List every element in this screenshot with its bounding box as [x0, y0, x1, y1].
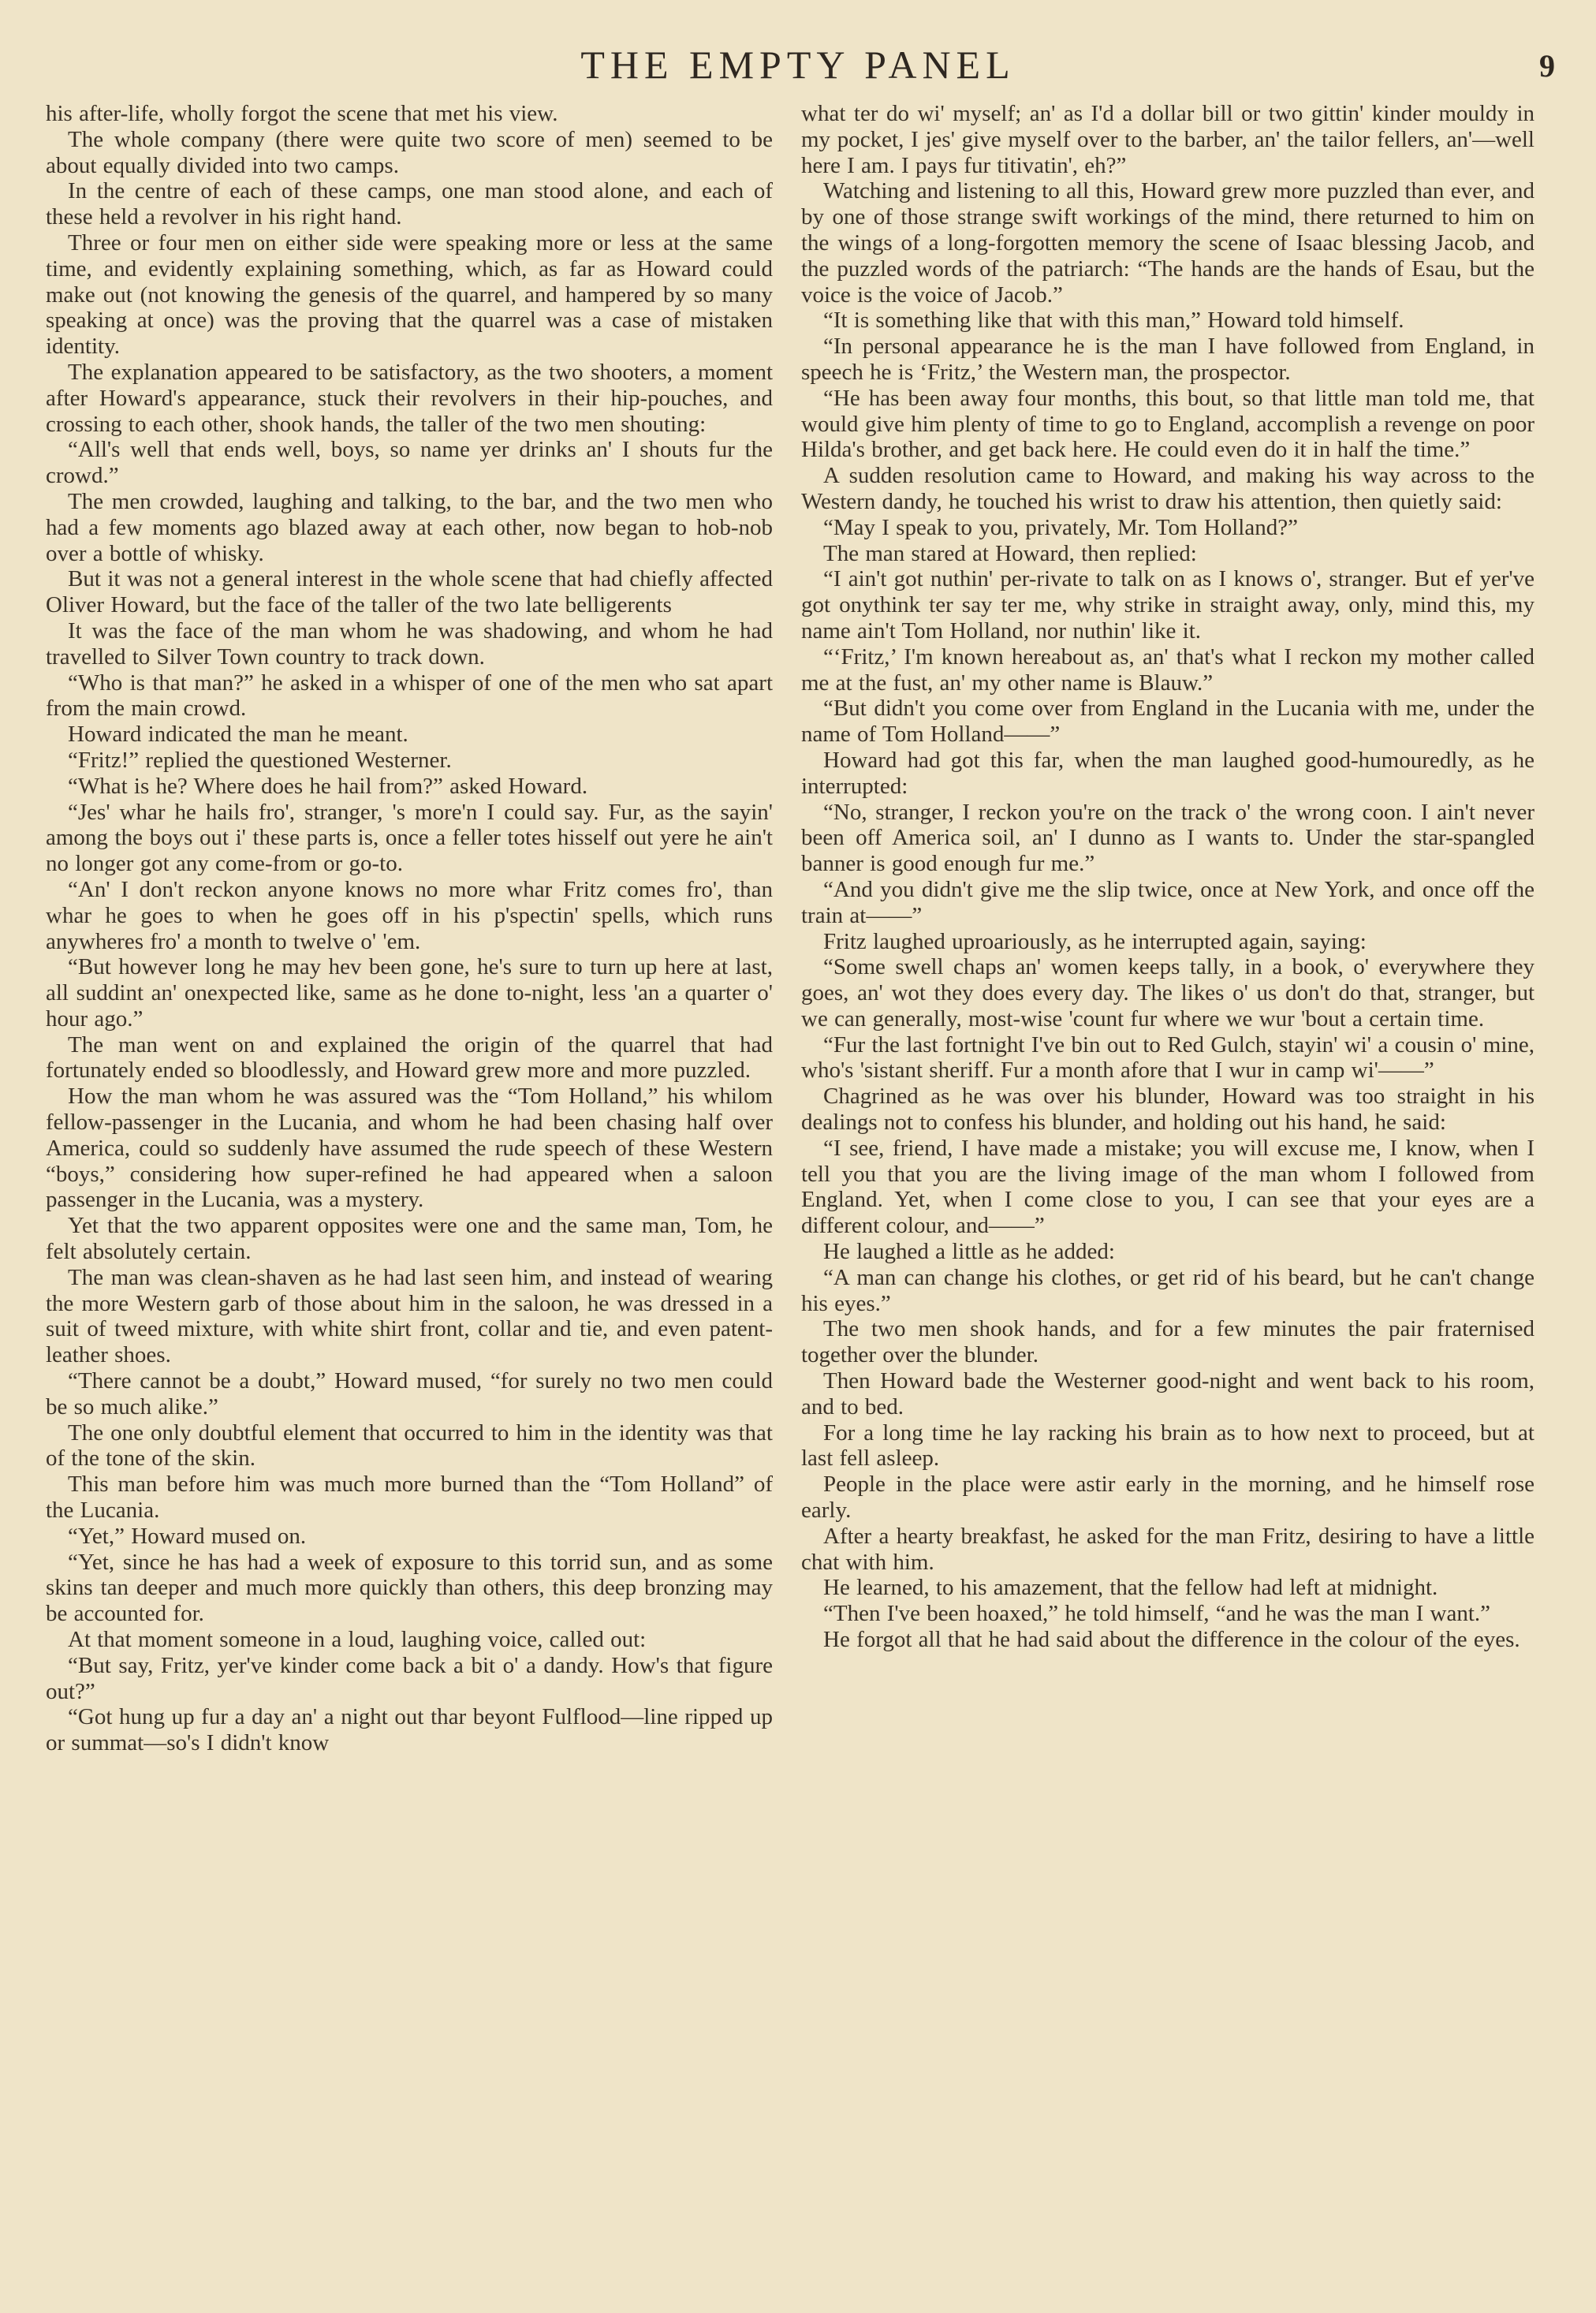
page-header: [0, 41, 1596, 88]
paragraph: The whole company (there were quite two score of men) seemed to be about equally divided into two camps.: [46, 126, 773, 178]
paragraph: Three or four men on either side were speaking more or less at the same time, and evidently explaining something, which, as far as Howard could make out (not knowing the genesis of the quarrel, and hampered by so many speaking at once) was the proving that the quarrel was a case of mistaken identity.: [46, 229, 773, 360]
paragraph: People in the place were astir early in the morning, and he himself rose early.: [801, 1472, 1534, 1524]
paragraph: “In personal appearance he is the man I have followed from England, in speech he is ‘Fritz,’ the Western man, the prospector.: [801, 334, 1534, 385]
paragraph: “What is he? Where does he hail from?” asked Howard.: [68, 773, 588, 799]
paragraph: “Yet, since he has had a week of exposure to this torrid sun, and as some skins tan deeper and much more quickly than others, this deep bronzing may be accounted for.: [46, 1549, 773, 1627]
paragraph: The men crowded, laughing and talking, to the bar, and the two men who had a few moments ago blazed away at each other, now began to hob-nob over a bottle of whisky.: [46, 488, 773, 566]
paragraph: The explanation appeared to be satisfactory, as the two shooters, a moment after Howard's appearance, stuck their revolvers in their hip-pouches, and crossing to each other, shook hands, the taller of the two men shouting:: [46, 359, 773, 437]
paragraph: Chagrined as he was over his blunder, Howard was too straight in his dealings not to confess his blunder, and holding out his hand, he said:: [801, 1084, 1534, 1136]
paragraph: He forgot all that he had said about the difference in the colour of the eyes.: [823, 1627, 1520, 1653]
text-columns: [0, 101, 1596, 2293]
paragraph: “A man can change his clothes, or get rid of his beard, but he can't change his eyes.”: [801, 1264, 1534, 1316]
paragraph: “No, stranger, I reckon you're on the track o' the wrong coon. I ain't never been off America soil, an' I dunno as I wants to. Under the star-spangled banner is good enough fur me.”: [801, 799, 1534, 877]
paragraph: “Fritz!” replied the questioned Westerner.: [68, 747, 452, 773]
paragraph: The man was clean-shaven as he had last seen him, and instead of wearing the more Western garb of those about him in the saloon, he was dressed in a suit of tweed mixture, with white shirt front, collar and tie, and even patent-leather shoes.: [46, 1264, 773, 1368]
paragraph: For a long time he lay racking his brain as to how next to proceed, but at last fell asleep.: [801, 1420, 1534, 1472]
paragraph: He learned, to his amazement, that the fellow had left at midnight.: [823, 1575, 1438, 1601]
paragraph: “I ain't got nuthin' per-rivate to talk on as I knows o', stranger. But ef yer've got onythink ter say ter me, why strike in straight away, only, mind this, my name ain't Tom Holland, nor nuthin' like it.: [801, 566, 1534, 644]
paragraph: “An' I don't reckon anyone knows no more whar Fritz comes fro', than whar he goes to when he goes off in his p'spectin' spells, which runs anywheres fro' a month to twelve o' 'em.: [46, 876, 773, 954]
paragraph: Watching and listening to all this, Howard grew more puzzled than ever, and by one of those strange swift workings of the mind, there returned to him on the wings of a long-forgotten memory the scene of Isaac blessing Jacob, and the puzzled words of the patriarch: “The hands are the hands of Esau, but the voice is the voice of Jacob.”: [801, 178, 1534, 308]
paragraph: “But say, Fritz, yer've kinder come back a bit o' a dandy. How's that figure out?”: [46, 1652, 773, 1704]
paragraph: The man stared at Howard, then replied:: [823, 540, 1197, 566]
right-column: [801, 101, 1534, 2293]
paragraph: This man before him was much more burned than the “Tom Holland” of the Lucania.: [46, 1472, 773, 1524]
paragraph: “I see, friend, I have made a mistake; you will excuse me, I know, when I tell you that you are the living image of the man whom I followed from England. Yet, when I come close to you, I can see that your eyes are a different colour, and——”: [801, 1135, 1534, 1239]
paragraph: “And you didn't give me the slip twice, once at New York, and once off the train at——”: [801, 876, 1534, 928]
paragraph: At that moment someone in a loud, laughing voice, called out:: [68, 1627, 647, 1653]
left-column: [46, 101, 773, 2293]
paragraph: “All's well that ends well, boys, so name yer drinks an' I shouts fur the crowd.”: [46, 437, 773, 489]
paragraph: “Then I've been hoaxed,” he told himself, “and he was the man I want.”: [823, 1601, 1491, 1627]
paragraph: “Yet,” Howard mused on.: [68, 1523, 307, 1549]
paragraph: “Got hung up fur a day an' a night out thar beyont Fulflood—line ripped up or summat—so's I didn't know: [46, 1704, 773, 1756]
paragraph: A sudden resolution came to Howard, and making his way across to the Western dandy, he touched his wrist to draw his attention, then quietly said:: [801, 463, 1534, 514]
paragraph: “But however long he may hev been gone, he's sure to turn up here at last, all suddint an' onexpected like, same as he done to-night, less 'an a quarter o' hour ago.”: [46, 954, 773, 1032]
paragraph: “Jes' whar he hails fro', stranger, 's more'n I could say. Fur, as the sayin' among the boys out i' these parts is, once a feller totes hisself out yere he ain't no longer got any come-from or go-to.: [46, 799, 773, 877]
paragraph: Fritz laughed uproariously, as he interrupted again, saying:: [823, 928, 1367, 954]
paragraph: his after-life, wholly forgot the scene that met his view.: [46, 101, 558, 126]
paragraph: “He has been away four months, this bout, so that little man told me, that would give him plenty of time to go to England, accomplish a revenge on poor Hilda's brother, and get back here. He could even do it in half the time.”: [801, 385, 1534, 463]
paragraph: “But didn't you come over from England in the Lucania with me, under the name of Tom Holland——”: [801, 696, 1534, 748]
page-title: THE EMPTY PANEL: [580, 43, 1016, 87]
paragraph: “May I speak to you, privately, Mr. Tom Holland?”: [823, 514, 1298, 540]
paragraph: The one only doubtful element that occurred to him in the identity was that of the tone of the skin.: [46, 1420, 773, 1472]
paragraph: “It is something like that with this man,” Howard told himself.: [823, 308, 1404, 334]
paragraph: “There cannot be a doubt,” Howard mused, “for surely no two men could be so much alike.”: [46, 1368, 773, 1420]
page-number: 9: [1539, 48, 1555, 84]
paragraph: “Some swell chaps an' women keeps tally, in a book, o' everywhere they goes, an' wot they does every day. The likes o' us don't do that, stranger, but we can generally, most-wise 'count fur where we wur 'bout a certain time.: [801, 954, 1534, 1032]
paragraph: Howard indicated the man he meant.: [68, 722, 408, 748]
paragraph: It was the face of the man whom he was shadowing, and whom he had travelled to Silver Town country to track down.: [46, 617, 773, 670]
paragraph: what ter do wi' myself; an' as I'd a dollar bill or two gittin' kinder mouldy in my pocket, I jes' give myself over to the barber, an' the tailor fellers, an'—well here I am. I pays fur titivatin', eh?”: [801, 101, 1534, 178]
paragraph: In the centre of each of these camps, one man stood alone, and each of these held a revolver in his right hand.: [46, 178, 773, 230]
paragraph: “‘Fritz,’ I'm known hereabout as, an' that's what I reckon my mother called me at the fust, an' my other name is Blauw.”: [801, 644, 1534, 696]
paragraph: Howard had got this far, when the man laughed good-humouredly, as he interrupted:: [801, 747, 1534, 799]
paragraph: Yet that the two apparent opposites were one and the same man, Tom, he felt absolutely certain.: [46, 1213, 773, 1265]
paragraph: How the man whom he was assured was the “Tom Holland,” his whilom fellow-passenger in the Lucania, and whom he had been chasing half over America, could so suddenly have assumed the rude speech of these Western “boys,” considering how super-refined he had appeared when a saloon passenger in the Lucania, was a mystery.: [46, 1084, 773, 1213]
paragraph: He laughed a little as he added:: [823, 1239, 1115, 1265]
paragraph: The man went on and explained the origin of the quarrel that had fortunately ended so bloodlessly, and Howard grew more and more puzzled.: [46, 1032, 773, 1084]
paragraph: “Who is that man?” he asked in a whisper of one of the men who sat apart from the main crowd.: [46, 670, 773, 722]
paragraph: The two men shook hands, and for a few minutes the pair fraternised together over the blunder.: [801, 1316, 1534, 1368]
paragraph: “Fur the last fortnight I've bin out to Red Gulch, stayin' wi' a cousin o' mine, who's 'sistant sheriff. Fur a month afore that I wur in camp wi'——”: [801, 1032, 1534, 1084]
paragraph: But it was not a general interest in the whole scene that had chiefly affected Oliver Howard, but the face of the taller of the two late belligerents: [46, 566, 773, 618]
paragraph: After a hearty breakfast, he asked for the man Fritz, desiring to have a little chat with him.: [801, 1523, 1534, 1575]
paragraph: Then Howard bade the Westerner good-night and went back to his room, and to bed.: [801, 1368, 1534, 1420]
